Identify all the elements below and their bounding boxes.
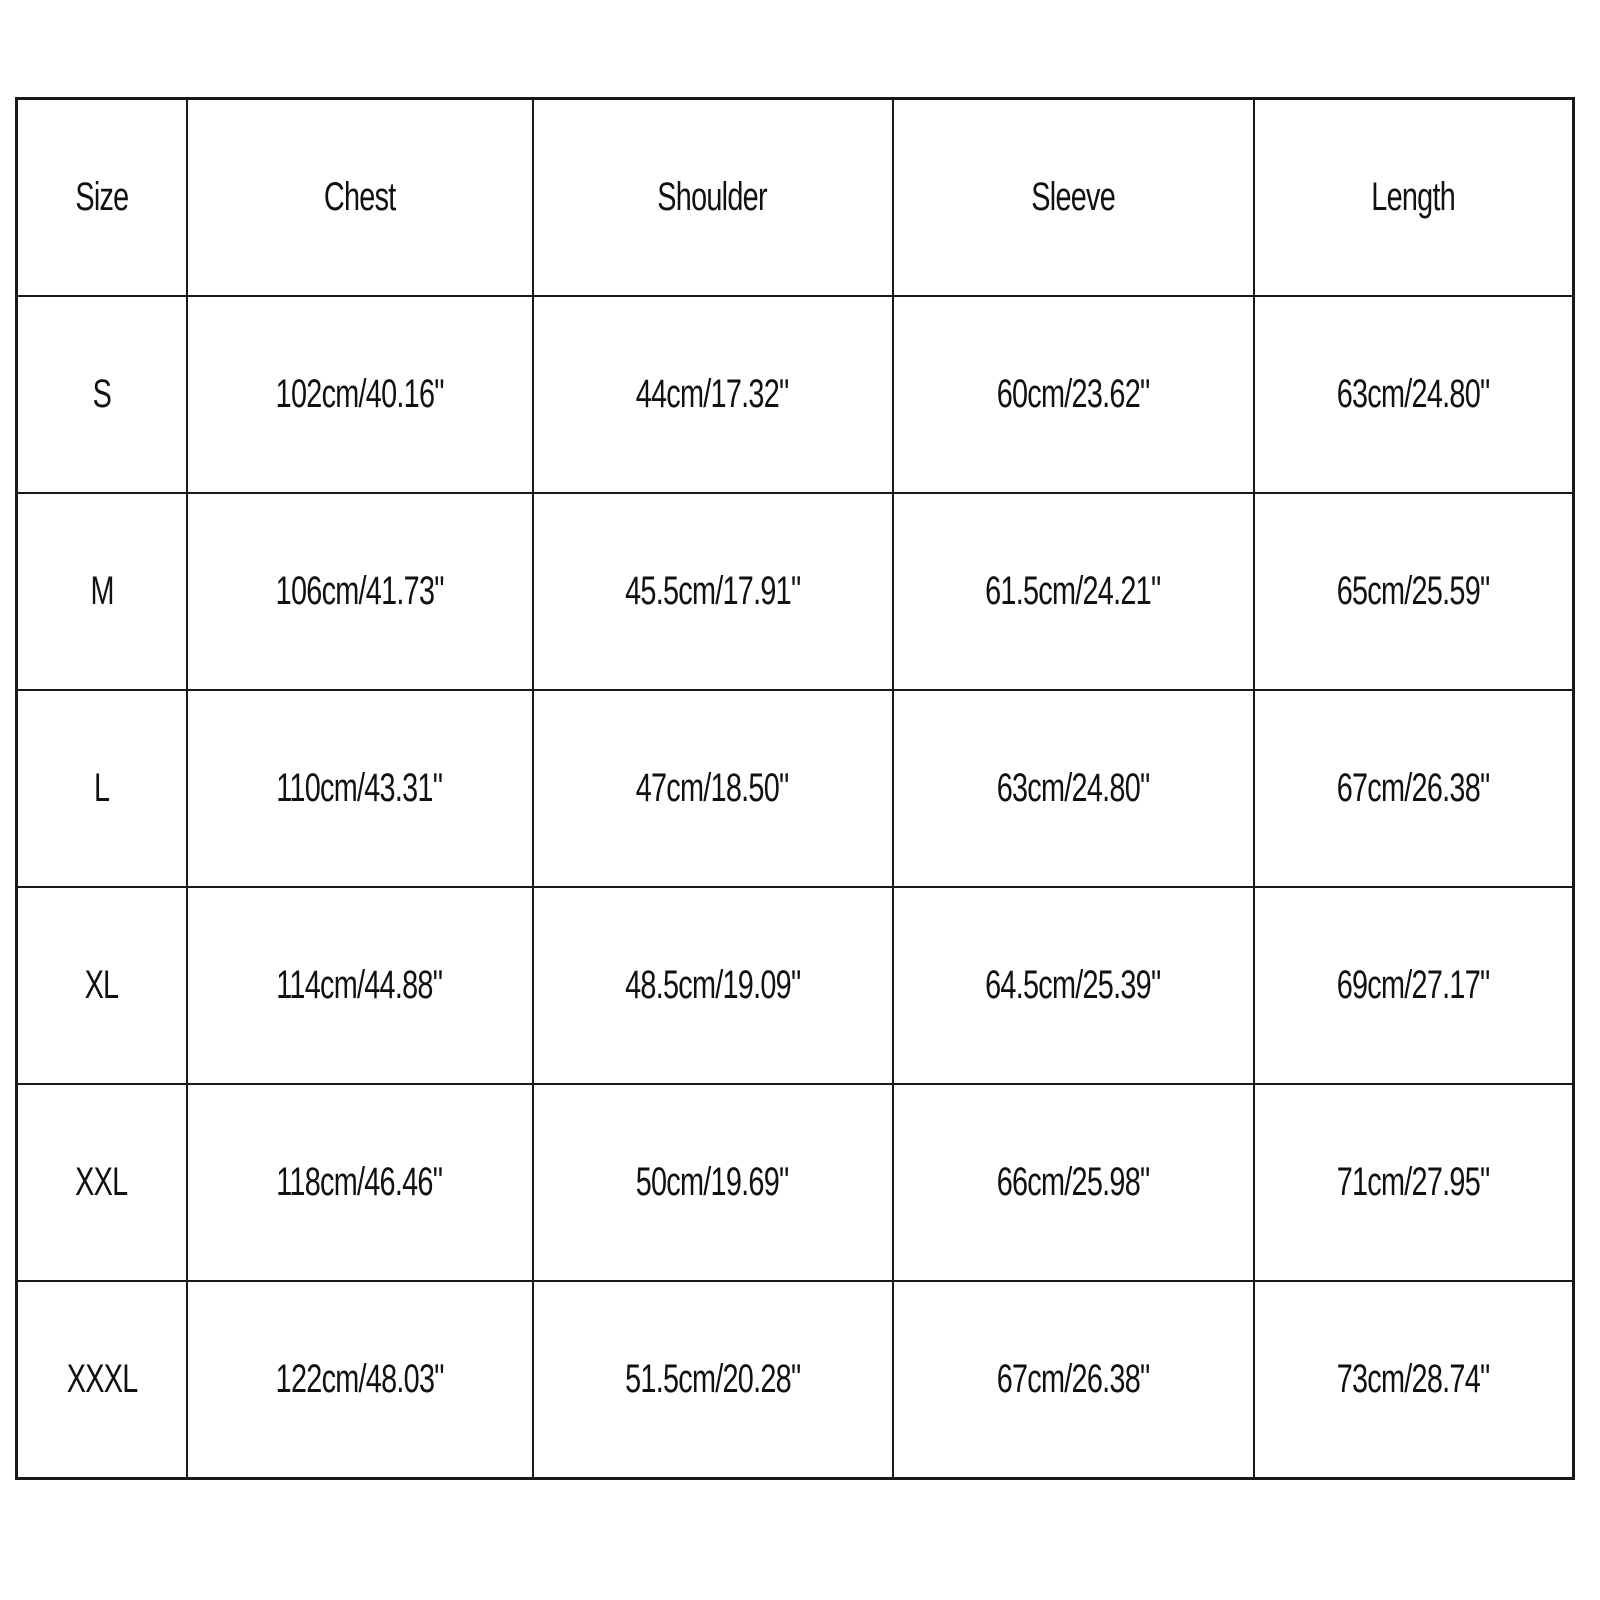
table-row xyxy=(17,296,1574,493)
cell-shoulder: 48.5cm/19.09" xyxy=(533,887,893,1084)
cell-length: 65cm/25.59" xyxy=(1254,493,1574,690)
header-chest: Chest xyxy=(187,99,533,296)
header-length: Length xyxy=(1254,99,1574,296)
cell-shoulder: 45.5cm/17.91" xyxy=(533,493,893,690)
cell-size: L xyxy=(17,690,187,887)
cell-size: M xyxy=(17,493,187,690)
header-size: Size xyxy=(17,99,187,296)
table-row xyxy=(17,1281,1574,1478)
cell-size: S xyxy=(17,296,187,493)
cell-shoulder: 51.5cm/20.28" xyxy=(533,1281,893,1478)
cell-sleeve: 66cm/25.98" xyxy=(893,1084,1254,1281)
cell-length: 67cm/26.38" xyxy=(1254,690,1574,887)
header-sleeve: Sleeve xyxy=(893,99,1254,296)
cell-chest: 106cm/41.73" xyxy=(187,493,533,690)
header-shoulder: Shoulder xyxy=(533,99,893,296)
cell-sleeve: 67cm/26.38" xyxy=(893,1281,1254,1478)
size-chart-table xyxy=(15,97,1575,1480)
cell-shoulder: 47cm/18.50" xyxy=(533,690,893,887)
cell-shoulder: 50cm/19.69" xyxy=(533,1084,893,1281)
table-row xyxy=(17,690,1574,887)
cell-sleeve: 64.5cm/25.39" xyxy=(893,887,1254,1084)
table-row xyxy=(17,887,1574,1084)
cell-sleeve: 60cm/23.62" xyxy=(893,296,1254,493)
cell-size: XL xyxy=(17,887,187,1084)
cell-size: XXXL xyxy=(17,1281,187,1478)
cell-chest: 114cm/44.88" xyxy=(187,887,533,1084)
cell-shoulder: 44cm/17.32" xyxy=(533,296,893,493)
cell-chest: 118cm/46.46" xyxy=(187,1084,533,1281)
cell-sleeve: 61.5cm/24.21" xyxy=(893,493,1254,690)
table-row xyxy=(17,1084,1574,1281)
table-row xyxy=(17,493,1574,690)
cell-size: XXL xyxy=(17,1084,187,1281)
header-row xyxy=(17,99,1574,296)
cell-chest: 110cm/43.31" xyxy=(187,690,533,887)
cell-chest: 102cm/40.16" xyxy=(187,296,533,493)
cell-chest: 122cm/48.03" xyxy=(187,1281,533,1478)
cell-length: 69cm/27.17" xyxy=(1254,887,1574,1084)
cell-length: 71cm/27.95" xyxy=(1254,1084,1574,1281)
cell-sleeve: 63cm/24.80" xyxy=(893,690,1254,887)
cell-length: 73cm/28.74" xyxy=(1254,1281,1574,1478)
cell-length: 63cm/24.80" xyxy=(1254,296,1574,493)
